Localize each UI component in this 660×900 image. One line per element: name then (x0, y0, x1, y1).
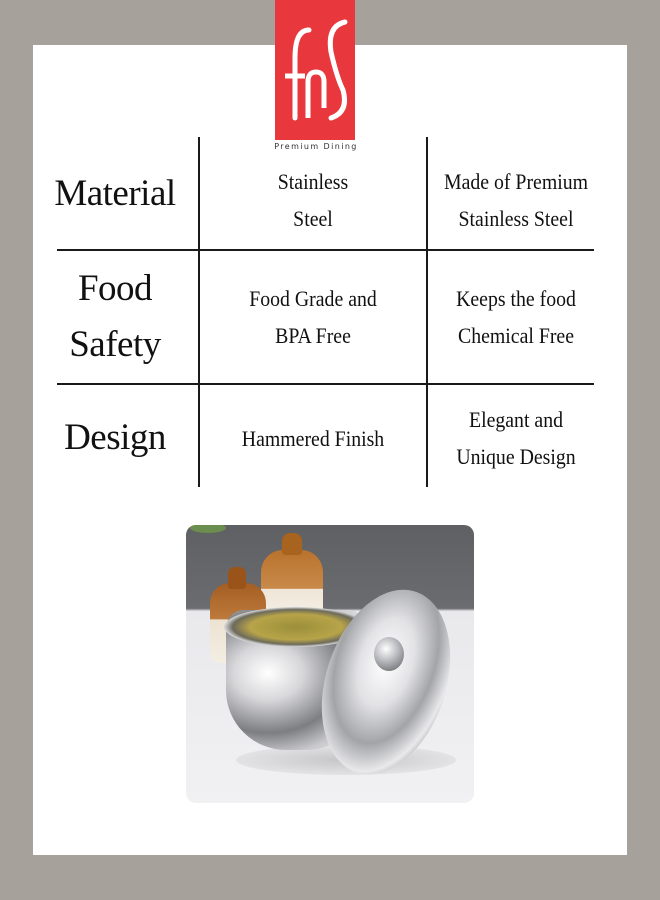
row-header-material (40, 140, 190, 248)
cell-design-benefit (437, 386, 595, 490)
row-header-text: Material (54, 173, 176, 214)
cell-food-safety-benefit (437, 252, 595, 382)
grid-divider-horizontal (57, 383, 594, 385)
fns-logo-icon (275, 0, 355, 140)
cell-food-safety-value (211, 252, 414, 382)
row-header-design (40, 386, 190, 490)
cell-design-value (211, 386, 414, 490)
grid-divider-vertical (198, 137, 200, 487)
row-header-text: Safety (69, 324, 161, 365)
clay-jar-small-lid (228, 567, 246, 589)
brand-logo (275, 0, 355, 140)
row-header-text: Food (77, 268, 153, 309)
cell-text: Chemical Free (457, 323, 575, 348)
row-header-text: Design (64, 417, 166, 458)
lid-knob (374, 637, 404, 671)
grid-divider-horizontal (57, 249, 594, 251)
row-header-food-safety (40, 252, 190, 382)
cell-text: BPA Free (275, 323, 351, 348)
cell-material-value (211, 155, 414, 245)
product-photo (186, 525, 474, 803)
cell-text: Elegant and (468, 407, 564, 432)
cell-material-benefit (437, 155, 595, 245)
cell-text: Food Grade and (249, 286, 377, 311)
cell-text: Made of Premium (443, 169, 589, 194)
cell-text: Hammered Finish (241, 425, 385, 451)
herb-leaf-shape (190, 525, 226, 533)
cell-text: Steel (293, 206, 333, 231)
brand-tagline: Premium Dining (274, 142, 358, 151)
cell-text: Stainless (277, 169, 349, 194)
clay-jar-large-lid (282, 533, 302, 555)
cell-text: Unique Design (456, 444, 576, 469)
cell-text: Stainless Steel (458, 206, 574, 231)
grid-divider-vertical (426, 137, 428, 487)
cell-text: Keeps the food (456, 286, 576, 311)
